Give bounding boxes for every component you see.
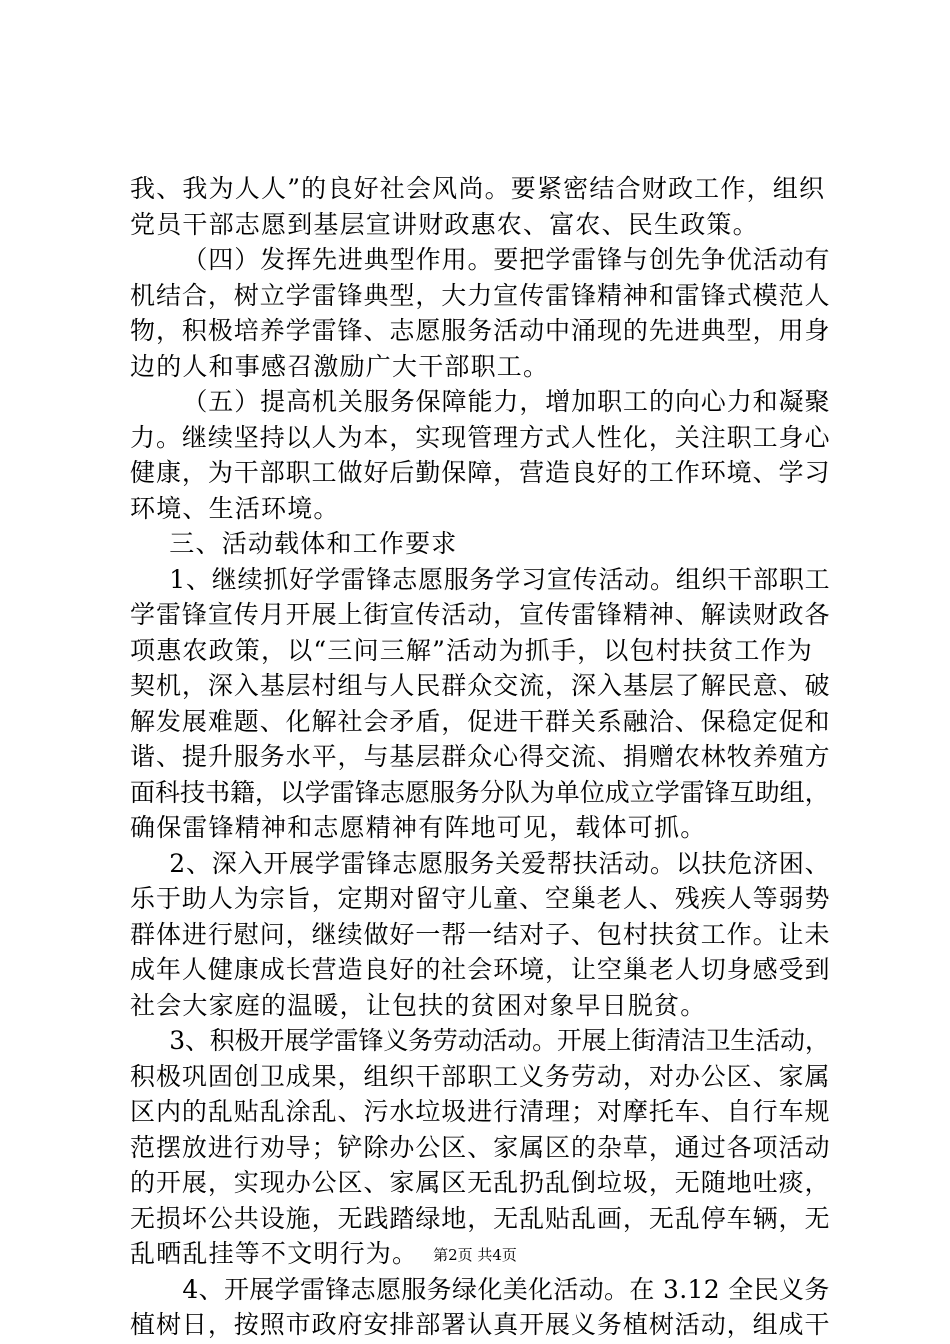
text-line: 力。继续坚持以人为本，实现管理方式人性化，关注职工身心 [130, 422, 831, 452]
text-line: 机结合，树立学雷锋典型，大力宣传雷锋精神和雷锋式模范人 [130, 280, 831, 310]
text-line: 区内的乱贴乱涂乱、污水垃圾进行清理；对摩托车、自行车规 [130, 1097, 831, 1126]
text-line: 确保雷锋精神和志愿精神有阵地可见，载体可抓。 [130, 813, 707, 842]
text-line: 边的人和事感召激励广大干部职工。 [130, 351, 550, 381]
text-line: 1、继续抓好学雷锋志愿服务学习宣传活动。组织干部职工 [169, 564, 831, 594]
text-line: 积极巩固创卫成果，组织干部职工义务劳动，对办公区、家属 [130, 1061, 831, 1091]
text-line: 范摆放进行劝导；铲除办公区、家属区的杂草，通过各项活动 [130, 1132, 831, 1162]
page-footer: 第2页 共4页 [433, 1246, 517, 1264]
text-line: 乱晒乱挂等不文明行为。 [130, 1239, 419, 1268]
text-line: 谐、提升服务水平，与基层群众心得交流、捐赠农林牧养殖方 [130, 742, 831, 771]
text-line: 健康，为干部职工做好后勤保障，营造良好的工作环境、学习 [130, 458, 831, 487]
document-body [130, 171, 830, 1343]
text-line: 植树日，按照市政府安排部署认真开展义务植树活动，组成干 [130, 1310, 831, 1339]
text-line: 社会大家庭的温暖，让包扶的贫困对象早日脱贫。 [130, 990, 707, 1020]
text-line: 无损坏公共设施，无践踏绿地，无乱贴乱画，无乱停车辆，无 [130, 1203, 831, 1233]
text-line: 三、活动载体和工作要求 [169, 529, 458, 558]
text-line: 的开展，实现办公区、家属区无乱扔乱倒垃圾，无随地吐痰， [130, 1168, 831, 1197]
text-line: 解发展难题、化解社会矛盾，促进干群关系融洽、保稳定促和 [130, 706, 831, 736]
text-line: 群体进行慰问，继续做好一帮一结对子、包村扶贫工作。让未 [130, 919, 831, 949]
text-line: 契机，深入基层村组与人民群众交流，深入基层了解民意、破 [130, 671, 831, 700]
text-line: 我、我为人人”的良好社会风尚。要紧密结合财政工作，组织 [130, 174, 826, 203]
text-line: 物，积极培养学雷锋、志愿服务活动中涌现的先进典型，用身 [130, 316, 831, 345]
text-line: 学雷锋宣传月开展上街宣传活动，宣传雷锋精神、解读财政各 [130, 600, 831, 629]
text-line: （四）发挥先进典型作用。要把学雷锋与创先争优活动有 [182, 245, 831, 274]
text-line: 4、开展学雷锋志愿服务绿化美化活动。在 3.12 全民义务 [182, 1274, 830, 1304]
text-line: （五）提高机关服务保障能力，增加职工的向心力和凝聚 [182, 387, 831, 416]
text-line: 成年人健康成长营造良好的社会环境，让空巢老人切身感受到 [130, 955, 831, 984]
text-line: 环境、生活环境。 [130, 493, 340, 523]
text-line: 2、深入开展学雷锋志愿服务关爱帮扶活动。以扶危济困、 [169, 848, 831, 878]
text-line: 党员干部志愿到基层宣讲财政惠农、富农、民生政策。 [130, 209, 759, 239]
text-line: 项惠农政策，以“三问三解”活动为抓手，以包村扶贫工作为 [130, 635, 813, 665]
text-line: 3、积极开展学雷锋义务劳动活动。开展上街清洁卫生活动， [169, 1026, 830, 1055]
text-line: 乐于助人为宗旨，定期对留守儿童、空巢老人、残疾人等弱势 [130, 884, 831, 913]
text-line: 面科技书籍，以学雷锋志愿服务分队为单位成立学雷锋互助组， [130, 777, 830, 807]
